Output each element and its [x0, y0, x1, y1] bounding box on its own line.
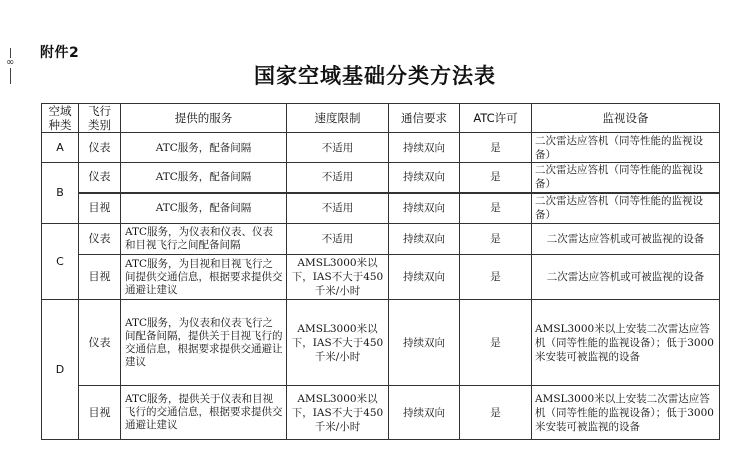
margin-glyph: ∞: [6, 57, 15, 68]
cell-surveillance: 二次雷达应答机或可被监视的设备: [532, 255, 720, 300]
table-row: [42, 386, 720, 440]
cell-airspace-class: A: [42, 133, 79, 163]
cell-surveillance: AMSL3000米以上安装二次雷达应答机（同等性能的监视设备）；低于3000米安装可被监视的设备: [532, 300, 720, 386]
cell-flight-category: 仪表: [79, 300, 121, 386]
header-flight-category: 飞行 类别: [79, 104, 121, 133]
table-header-row: [42, 104, 720, 133]
cell-comm-requirement: 持续双向: [389, 193, 460, 224]
table-row: [42, 163, 720, 193]
cell-surveillance: 二次雷达应答机（同等性能的监视设备）: [532, 163, 720, 193]
cell-comm-requirement: 持续双向: [389, 255, 460, 300]
cell-flight-category: 目视: [79, 386, 121, 440]
cell-services: ATC服务，为仪表和仪表、仪表和目视飞行之间配备间隔: [121, 224, 287, 255]
cell-comm-requirement: 持续双向: [389, 163, 460, 193]
cell-atc-clearance: 是: [460, 300, 532, 386]
header-comm-requirement: 通信要求: [389, 104, 460, 133]
table-row: [42, 133, 720, 163]
cell-speed-limit: AMSL3000米以下，IAS不大于450千米/小时: [287, 255, 389, 300]
cell-atc-clearance: 是: [460, 163, 532, 193]
cell-flight-category: 仪表: [79, 163, 121, 193]
cell-atc-clearance: 是: [460, 193, 532, 224]
header-atc-clearance: ATC许可: [460, 104, 532, 133]
cell-airspace-class: D: [42, 300, 79, 440]
cell-services: ATC服务，为目视和目视飞行之间提供交通信息，根据要求提供交通避让建议: [121, 255, 287, 300]
cell-services: ATC服务，为仪表和仪表飞行之间配备间隔，提供关于目视飞行的交通信息，根据要求提供交通避让建议: [121, 300, 287, 386]
attachment-label: 附件2: [40, 45, 80, 61]
cell-surveillance: 二次雷达应答机或可被监视的设备: [532, 224, 720, 255]
header-speed-limit: 速度限制: [287, 104, 389, 133]
cell-flight-category: 仪表: [79, 224, 121, 255]
cell-atc-clearance: 是: [460, 133, 532, 163]
cell-surveillance: 二次雷达应答机（同等性能的监视设备）: [532, 193, 720, 224]
cell-flight-category: 目视: [79, 255, 121, 300]
cell-services: ATC服务，配备间隔: [121, 163, 287, 193]
cell-speed-limit: 不适用: [287, 163, 389, 193]
cell-surveillance: 二次雷达应答机（同等性能的监视设备）: [532, 133, 720, 163]
cell-comm-requirement: 持续双向: [389, 133, 460, 163]
cell-services: ATC服务，配备间隔: [121, 193, 287, 224]
cell-services: ATC服务，配备间隔: [121, 133, 287, 163]
cell-comm-requirement: 持续双向: [389, 386, 460, 440]
cell-atc-clearance: 是: [460, 255, 532, 300]
table-row: [42, 224, 720, 255]
cell-airspace-class: B: [42, 163, 79, 224]
cell-speed-limit: AMSL3000米以下，IAS不大于450千米/小时: [287, 386, 389, 440]
header-airspace-class: 空域 种类: [42, 104, 79, 133]
cell-surveillance: AMSL3000米以上安装二次雷达应答机（同等性能的监视设备）；低于3000米安装可被监视的设备: [532, 386, 720, 440]
cell-services: ATC服务，提供关于仪表和目视飞行的交通信息，根据要求提供交通避让建议: [121, 386, 287, 440]
table-row: [42, 255, 720, 300]
header-services: 提供的服务: [121, 104, 287, 133]
cell-comm-requirement: 持续双向: [389, 224, 460, 255]
table-row: [42, 300, 720, 386]
airspace-classification-table: [41, 103, 720, 440]
table-row: [42, 193, 720, 224]
cell-speed-limit: 不适用: [287, 193, 389, 224]
cell-atc-clearance: 是: [460, 224, 532, 255]
cell-flight-category: 仪表: [79, 133, 121, 163]
cell-flight-category: 目视: [79, 193, 121, 224]
header-surveillance: 监视设备: [532, 104, 720, 133]
cell-speed-limit: AMSL3000米以下，IAS不大于450千米/小时: [287, 300, 389, 386]
cell-comm-requirement: 持续双向: [389, 300, 460, 386]
cell-speed-limit: 不适用: [287, 133, 389, 163]
page-title: 国家空域基础分类方法表: [254, 63, 496, 88]
cell-atc-clearance: 是: [460, 386, 532, 440]
cell-airspace-class: C: [42, 224, 79, 300]
cell-speed-limit: 不适用: [287, 224, 389, 255]
